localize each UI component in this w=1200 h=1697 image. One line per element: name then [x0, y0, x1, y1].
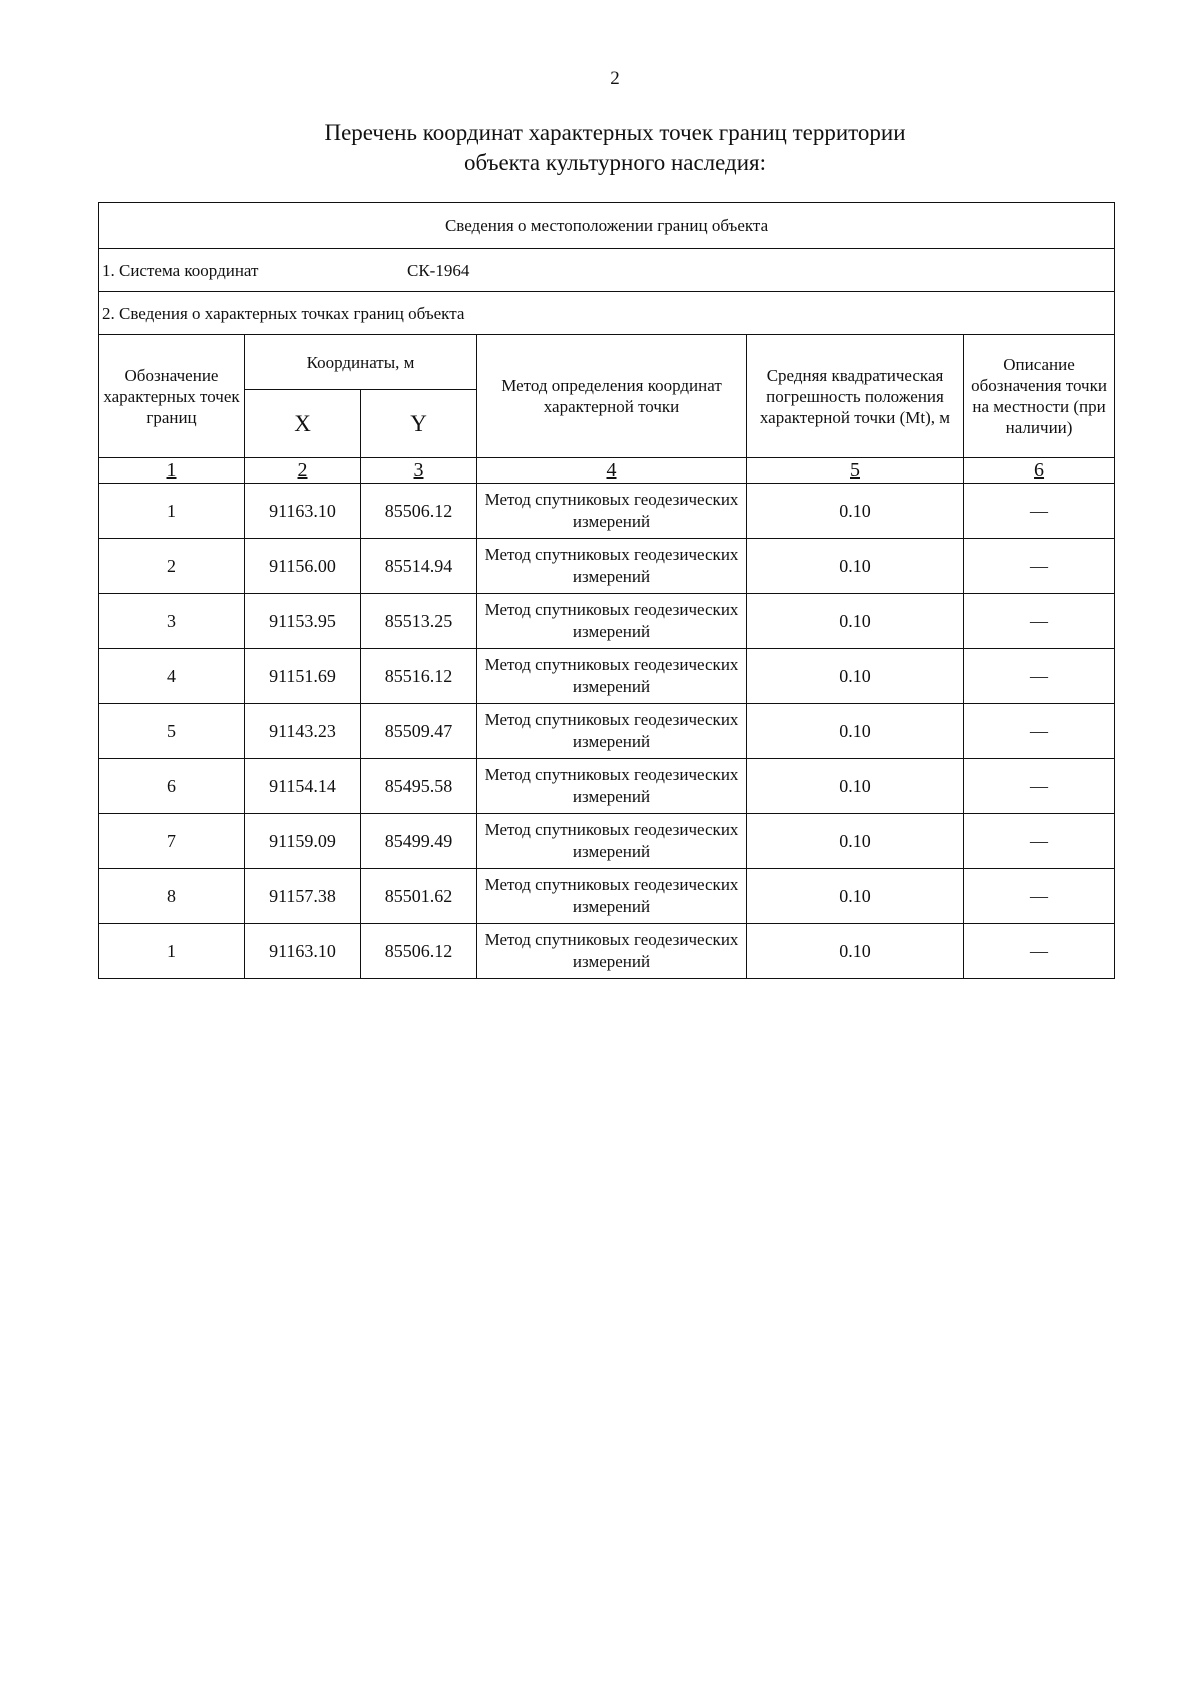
description-cell: — [964, 759, 1115, 814]
coordinates-table [98, 202, 1115, 979]
coord-system-value: СК-1964 [407, 260, 470, 280]
column-number: 2 [245, 458, 361, 484]
point-cell: 4 [99, 649, 245, 704]
point-cell: 5 [99, 704, 245, 759]
method-cell: Метод спутниковых геодезических измерений [477, 484, 747, 539]
points-info-label: 2. Сведения о характерных точках границ объекта [99, 292, 1115, 335]
y-cell: 85514.94 [361, 539, 477, 594]
error-cell: 0.10 [747, 649, 964, 704]
header-description: Описание обозначения точки на местности (при наличии) [964, 335, 1115, 458]
column-number: 5 [747, 458, 964, 484]
header-x: X [245, 390, 361, 458]
error-cell: 0.10 [747, 759, 964, 814]
table-row [99, 484, 1115, 539]
page-number: 2 [610, 68, 620, 89]
table-row [99, 594, 1115, 649]
table-row [99, 539, 1115, 594]
table-row [99, 924, 1115, 979]
point-cell: 7 [99, 814, 245, 869]
x-cell: 91159.09 [245, 814, 361, 869]
point-cell: 3 [99, 594, 245, 649]
description-cell: — [964, 704, 1115, 759]
method-cell: Метод спутниковых геодезических измерений [477, 594, 747, 649]
error-cell: 0.10 [747, 869, 964, 924]
point-cell: 6 [99, 759, 245, 814]
header-coordinates: Координаты, м [245, 335, 477, 390]
y-cell: 85513.25 [361, 594, 477, 649]
column-number: 6 [964, 458, 1115, 484]
title-line-2: объекта культурного наследия: [463, 150, 767, 175]
description-cell: — [964, 594, 1115, 649]
description-cell: — [964, 814, 1115, 869]
method-cell: Метод спутниковых геодезических измерений [477, 869, 747, 924]
point-cell: 1 [99, 924, 245, 979]
x-cell: 91163.10 [245, 924, 361, 979]
y-cell: 85516.12 [361, 649, 477, 704]
header-y: Y [361, 390, 477, 458]
y-cell: 85499.49 [361, 814, 477, 869]
method-cell: Метод спутниковых геодезических измерений [477, 924, 747, 979]
method-cell: Метод спутниковых геодезических измерений [477, 759, 747, 814]
header-error: Средняя квадратическая погрешность положения характерной точки (Mt), м [747, 335, 964, 458]
description-cell: — [964, 649, 1115, 704]
column-number-row [99, 458, 1115, 484]
x-cell: 91151.69 [245, 649, 361, 704]
column-number: 3 [361, 458, 477, 484]
table-row [99, 759, 1115, 814]
error-cell: 0.10 [747, 924, 964, 979]
error-cell: 0.10 [747, 704, 964, 759]
description-cell: — [964, 869, 1115, 924]
title-line-1: Перечень координат характерных точек границ территории [324, 120, 906, 145]
x-cell: 91156.00 [245, 539, 361, 594]
description-cell: — [964, 539, 1115, 594]
error-cell: 0.10 [747, 594, 964, 649]
method-cell: Метод спутниковых геодезических измерений [477, 814, 747, 869]
table-row [99, 814, 1115, 869]
column-number: 4 [477, 458, 747, 484]
coord-system-label: 1. Система координат [102, 260, 259, 280]
table-row [99, 649, 1115, 704]
header-designation: Обозначение характерных точек границ [99, 335, 245, 458]
table-row [99, 704, 1115, 759]
error-cell: 0.10 [747, 814, 964, 869]
table-row [99, 869, 1115, 924]
x-cell: 91143.23 [245, 704, 361, 759]
table-body [99, 484, 1115, 979]
error-cell: 0.10 [747, 539, 964, 594]
error-cell: 0.10 [747, 484, 964, 539]
x-cell: 91154.14 [245, 759, 361, 814]
method-cell: Метод спутниковых геодезических измерений [477, 539, 747, 594]
method-cell: Метод спутниковых геодезических измерений [477, 704, 747, 759]
document-title [0, 118, 1200, 178]
point-cell: 8 [99, 869, 245, 924]
description-cell: — [964, 924, 1115, 979]
y-cell: 85501.62 [361, 869, 477, 924]
y-cell: 85495.58 [361, 759, 477, 814]
description-cell: — [964, 484, 1115, 539]
y-cell: 85506.12 [361, 484, 477, 539]
x-cell: 91153.95 [245, 594, 361, 649]
point-cell: 2 [99, 539, 245, 594]
method-cell: Метод спутниковых геодезических измерений [477, 649, 747, 704]
coord-system-row [99, 249, 1115, 292]
x-cell: 91157.38 [245, 869, 361, 924]
header-method: Метод определения координат характерной точки [477, 335, 747, 458]
y-cell: 85506.12 [361, 924, 477, 979]
column-number: 1 [99, 458, 245, 484]
point-cell: 1 [99, 484, 245, 539]
x-cell: 91163.10 [245, 484, 361, 539]
section-title: Сведения о местоположении границ объекта [99, 203, 1115, 249]
y-cell: 85509.47 [361, 704, 477, 759]
